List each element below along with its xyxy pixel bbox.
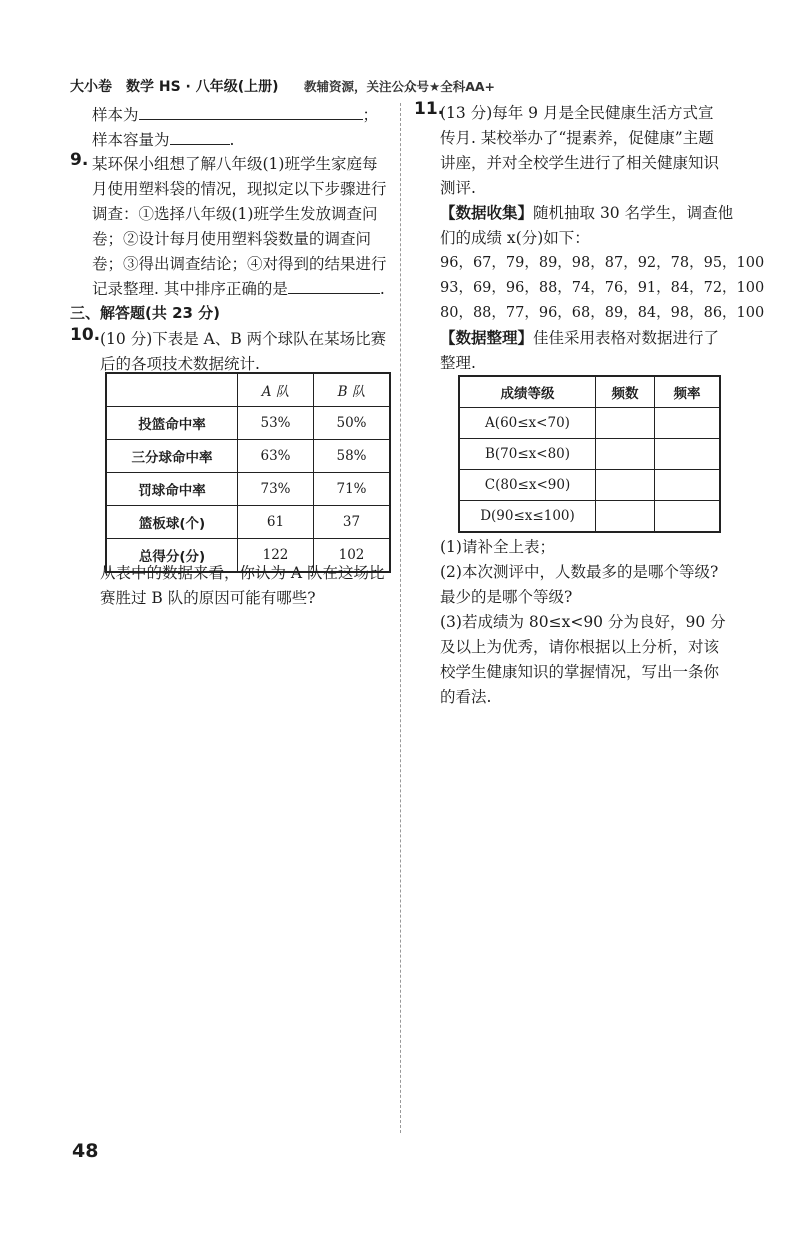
frequency-cell[interactable] (596, 470, 655, 501)
data-organize-text: 佳佳采用表格对数据进行了 (533, 329, 720, 347)
table-row-label: 总得分(分) (106, 539, 238, 573)
table-header-cell: B 队 (314, 373, 391, 407)
table-header-cell (106, 373, 238, 407)
q9-last-end: . (379, 280, 385, 298)
table-row (106, 440, 390, 473)
q10-after-line-2: 赛胜过 B 队的原因可能有哪些? (100, 589, 316, 607)
table-cell: 71% (314, 473, 391, 506)
q10-number: 10. (70, 325, 101, 345)
table-row (106, 506, 390, 539)
table-row-label: 投篮命中率 (106, 407, 238, 440)
table-header-cell: 成绩等级 (459, 376, 596, 408)
table-row-label: 篮板球(个) (106, 506, 238, 539)
q11-part-3-cont: 的看法. (440, 688, 492, 706)
q11-line-4: 测评. (440, 179, 476, 197)
table-row (459, 439, 720, 470)
sample-size-end: . (229, 131, 235, 149)
q9-line-1: 某环保小组想了解八年级(1)班学生家庭每 (92, 155, 378, 173)
score-data-row: 96，67，79，89，98，87，92，78，95，100 (440, 255, 765, 271)
sample-line (92, 103, 378, 125)
q11-part-3-cont: 校学生健康知识的掌握情况，写出一条你 (440, 663, 720, 681)
q11-line-3: 讲座，并对全校学生进行了相关健康知识 (440, 154, 720, 172)
q11-number: 11. (414, 99, 445, 119)
table-cell: 122 (238, 539, 314, 573)
sample-label: 样本为 (92, 106, 139, 124)
table-row-label: D(90≤x≤100) (459, 501, 596, 533)
sample-blank[interactable] (139, 105, 363, 120)
data-collection-line-2: 们的成绩 x(分)如下： (440, 229, 590, 247)
page-number: 48 (72, 1140, 99, 1162)
data-organize-line-2: 整理. (440, 354, 476, 372)
score-data-row: 93，69，96，88，74，76，91，84，72，100 (440, 280, 765, 296)
table-header-row (106, 373, 390, 407)
data-organize-line (440, 326, 719, 348)
rate-cell[interactable] (655, 501, 721, 533)
table-header-cell: A 队 (238, 373, 314, 407)
table-row-label: 罚球命中率 (106, 473, 238, 506)
grade-frequency-table (458, 375, 721, 533)
q9-last-text: 记录整理. 其中排序正确的是 (92, 280, 288, 298)
score-data-row: 80，88，77，96，68，89，84，98，86，100 (440, 305, 765, 321)
sample-end: ； (362, 106, 379, 124)
table-header-cell: 频率 (655, 376, 721, 408)
q11-part-3-cont: 及以上为优秀，请你根据以上分析，对该 (440, 638, 720, 656)
table-cell: 102 (314, 539, 391, 573)
q11-part-3: (3)若成绩为 80≤x<90 分为良好，90 分 (440, 613, 726, 631)
table-row-label: 三分球命中率 (106, 440, 238, 473)
q10-line-2: 后的各项技术数据统计. (100, 355, 260, 373)
column-divider (400, 103, 401, 1133)
table-cell: 61 (238, 506, 314, 539)
table-cell: 50% (314, 407, 391, 440)
table-row (459, 408, 720, 439)
sample-size-line (92, 128, 234, 150)
data-collection-line (440, 201, 733, 223)
q9-line-6 (92, 277, 385, 299)
sample-size-label: 样本容量为 (92, 131, 170, 149)
table-cell: 63% (238, 440, 314, 473)
rate-cell[interactable] (655, 408, 721, 439)
q10-after-line-1: 从表中的数据来看，你认为 A 队在这场比 (100, 564, 385, 582)
team-stats-table (105, 372, 391, 573)
table-row-label: B(70≤x<80) (459, 439, 596, 470)
table-cell: 73% (238, 473, 314, 506)
data-collection-tag: 【数据收集】 (440, 204, 534, 222)
q9-line-2: 月使用塑料袋的情况，现拟定以下步骤进行 (92, 180, 387, 198)
sample-size-blank[interactable] (170, 130, 230, 145)
table-row (459, 501, 720, 533)
q11-line-1: (13 分)每年 9 月是全民健康生活方式宣 (440, 104, 714, 122)
header-promo: 教辅资源，关注公众号★全科AA+ (304, 79, 496, 94)
table-header-row (459, 376, 720, 408)
table-row (106, 473, 390, 506)
rate-cell[interactable] (655, 470, 721, 501)
table-row-label: C(80≤x<90) (459, 470, 596, 501)
table-cell: 53% (238, 407, 314, 440)
frequency-cell[interactable] (596, 408, 655, 439)
table-cell: 37 (314, 506, 391, 539)
frequency-cell[interactable] (596, 439, 655, 470)
q10-line-1: (10 分)下表是 A、B 两个球队在某场比赛 (100, 330, 387, 348)
table-row-label: A(60≤x<70) (459, 408, 596, 439)
table-row (106, 407, 390, 440)
q9-line-4: 卷；②设计每月使用塑料袋数量的调查问 (92, 230, 372, 248)
q9-line-3: 调查：①选择八年级(1)班学生发放调查问 (92, 205, 378, 223)
rate-cell[interactable] (655, 439, 721, 470)
q11-part-2-cont: 最少的是哪个等级? (440, 588, 573, 606)
table-header-cell: 频数 (596, 376, 655, 408)
table-cell: 58% (314, 440, 391, 473)
data-organize-tag: 【数据整理】 (440, 329, 534, 347)
q9-line-5: 卷；③得出调查结论；④对得到的结果进行 (92, 255, 387, 273)
q11-line-2: 传月. 某校举办了“提素养，促健康”主题 (440, 129, 714, 147)
header-book-title: 大小卷 数学 HS · 八年级(上册) (70, 79, 279, 95)
q9-number: 9. (70, 150, 89, 170)
data-collection-text: 随机抽取 30 名学生，调查他 (533, 204, 734, 222)
table-row (459, 470, 720, 501)
frequency-cell[interactable] (596, 501, 655, 533)
q11-part-2: (2)本次测评中，人数最多的是哪个等级? (440, 563, 719, 581)
q9-answer-blank[interactable] (288, 279, 380, 294)
section-heading: 三、解答题(共 23 分) (70, 304, 221, 322)
q11-part-1: (1)请补全上表； (440, 538, 555, 556)
